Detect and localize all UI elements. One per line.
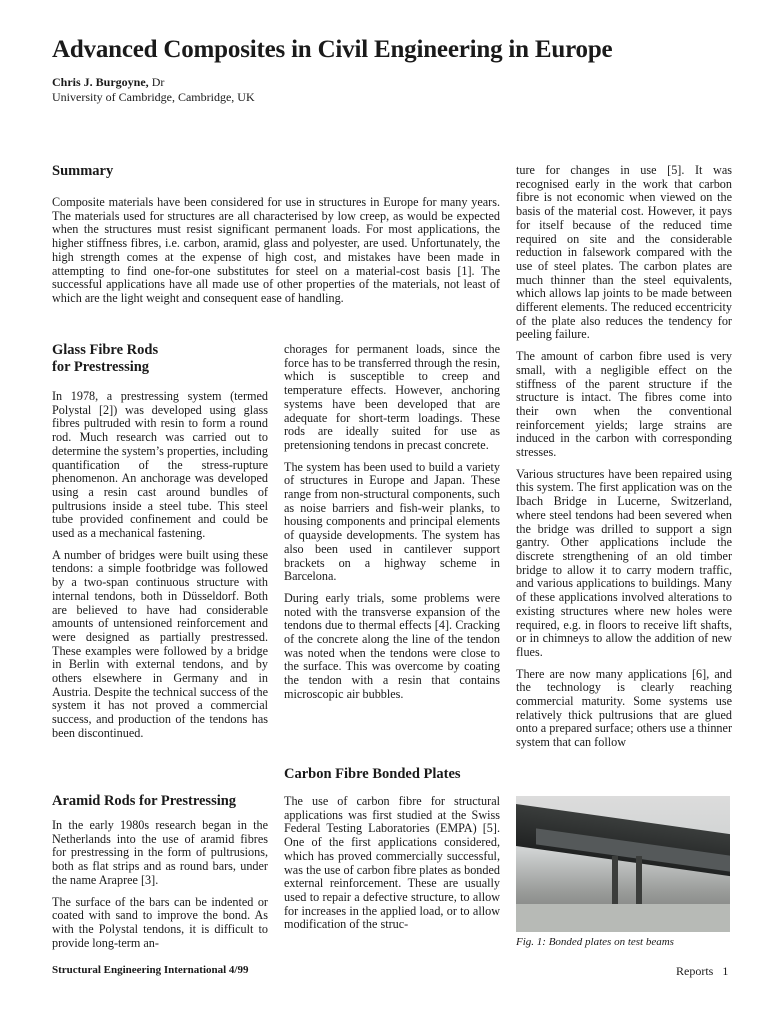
col2-paragraph-1: chorages for permanent loads, since the force has to be transferred through the resin, which is susceptible to creep and temperature effects. However, anchoring systems have been developed that are adequate for short-term loadings. These rods are ideally suited for use as pretensioning tendons in precast concrete. [284,342,500,452]
summary-heading: Summary [52,163,114,179]
author-line [52,75,164,89]
col3-paragraph-2: The amount of carbon fibre used is very small, with a negligible effect on the stiffness of the parent structure if the structure is intact. The fibres come into their own when the conventional reinforcement yields; large strains are induced in the carbon with corresponding stresses. [516,349,732,460]
page-footer [676,964,728,979]
col2-paragraph-2: The system has been used to build a variety of structures in Europe and Japan. These range from non-structural components, such as noise barriers and fish-weir planks, to housing components and principal elements of quayside developments. The system has also been used in cantilever support brackets on a highway scheme in Barcelona. [284,459,500,584]
column-1 [52,342,268,749]
page-number: 1 [722,964,729,978]
carbon-paragraph-1: The use of carbon fibre for structural applications was first studied at the Swiss Federal Testing Laboratories (EMPA) [5]. One of the first applications considered, which has proved commercially successful, was the use of carbon fibre plates as bonded external reinforcement. These are usually used to repair a defective structure, to allow for increases in the applied load, or to allow modification of the struc- [284,794,500,932]
figure-bonded-plates-photo [516,796,730,932]
aramid-heading: Aramid Rods for Prestressing [52,793,237,809]
figure-caption: Fig. 1: Bonded plates on test beams [516,936,674,948]
summary-text: Composite materials have been considered for use in structures in Europe for many years. The materials used for structures are all characterised by low creep, as would be expected when the structures must resist significant permanent loads. For most applications, the higher stiffness fibres, i.e. carbon, aramid, glass and polyester, are used. Unfortunately, the high strength comes at the expense of high cost, and mistakes have been made in attempting to find one-for-one substitutes for steel on a material-cost basis [1]. The successful applications have all made use of other properties of the materials, not least of which are the light weight and consequent ease of handling. [52,195,500,305]
glass-paragraph-2: A number of bridges were built using these tendons: a simple footbridge was followed by a two-span continuous structure with internal tendons, both in Düsseldorf. Both are believed to have had considerable amounts of untensioned reinforcement and were designed as partially prestressed. These examples were followed by a bridge in Berlin with external tendons, and by others elsewhere in Germany and in Austria. Despite the technical success of the system it has not proved a commercial success, and production of the tendons has been discontinued. [52,547,268,740]
author-name: Chris J. Burgoyne, [52,75,149,89]
author-affiliation: University of Cambridge, Cambridge, UK [52,90,255,104]
col2-paragraph-3: During early trials, some problems were noted with the transverse expansion of the tendons due to thermal effects [4]. Cracking of the concrete along the line of the tendon was noted when the tendons were close to the surface. This was overcome by coating the tendon with a resin that contains microscopic air bubbles. [284,590,500,701]
col3-paragraph-4: There are now many applications [6], and the technology is clearly reaching commercial maturity. Some systems use relatively thick pultrusions that are glued onto a prepared surface; others use a thinner system that can follow [516,666,732,750]
col3-paragraph-1: ture for changes in use [5]. It was recognised early in the work that carbon fibre is not economic when viewed on the basis of the material cost. However, it pays for itself because of the reduced time required on site and the considerable reduction in falsework compared with the use of steel plates. The carbon plates are much thinner than the steel equivalents, which allows lap joints to be made between different elements. The reduced eccentricity of the plate also reduces the tendency for peeling failure. [516,163,732,342]
journal-footer: Structural Engineering International 4/99 [52,964,249,976]
author-title: Dr [151,75,165,89]
glass-paragraph-1: In 1978, a prestressing system (termed Polystal [2]) was developed using glass fibres pultruded with resin to form a round rod. Much research was carried out to determine the system’s properties, including quantification of the stress-rupture phenomenon. An anchorage was developed using a resin cast around bundles of pultrusions inside a steel tube. This steel tube provided confinement and could be used as a mechanical fastening. [52,389,268,541]
aramid-paragraph-2: The surface of the bars can be indented or coated with sand to improve the bond. As with the Polystal tendons, it is difficult to provide long-term an- [52,894,268,950]
column-2 [284,343,500,710]
column-3 [516,164,732,758]
carbon-heading: Carbon Fibre Bonded Plates [284,766,461,782]
section-label: Reports [676,964,714,978]
glass-heading-line2: for Prestressing [52,359,150,375]
glass-heading-line1: Glass Fibre Rods [52,342,159,358]
figure-ground [516,904,730,932]
col3-paragraph-3: Various structures have been repaired using this system. The first application was on the Ibach Bridge in Lucerne, Switzerland, where steel tendons had been severed when the bridge was drilled to support a sign gantry. Other applications include the discrete strengthening of an old timber bridge to allow it to carry modern traffic, and various applications to buildings. Many of these applications involved alterations to existing structures where new holes were required, e.g. in floors to receive lift shafts, or in chimneys to allow the addition of new flues. [516,466,732,659]
column-1-aramid [52,793,268,958]
aramid-paragraph-1: In the early 1980s research began in the Netherlands into the use of aramid fibres for prestressing in the form of pultrusions, both as flat strips and as round bars, under the name Arapree [3]. [52,818,268,887]
article-title: Advanced Composites in Civil Engineering in Europe [52,36,613,63]
column-2-carbon [284,766,500,940]
